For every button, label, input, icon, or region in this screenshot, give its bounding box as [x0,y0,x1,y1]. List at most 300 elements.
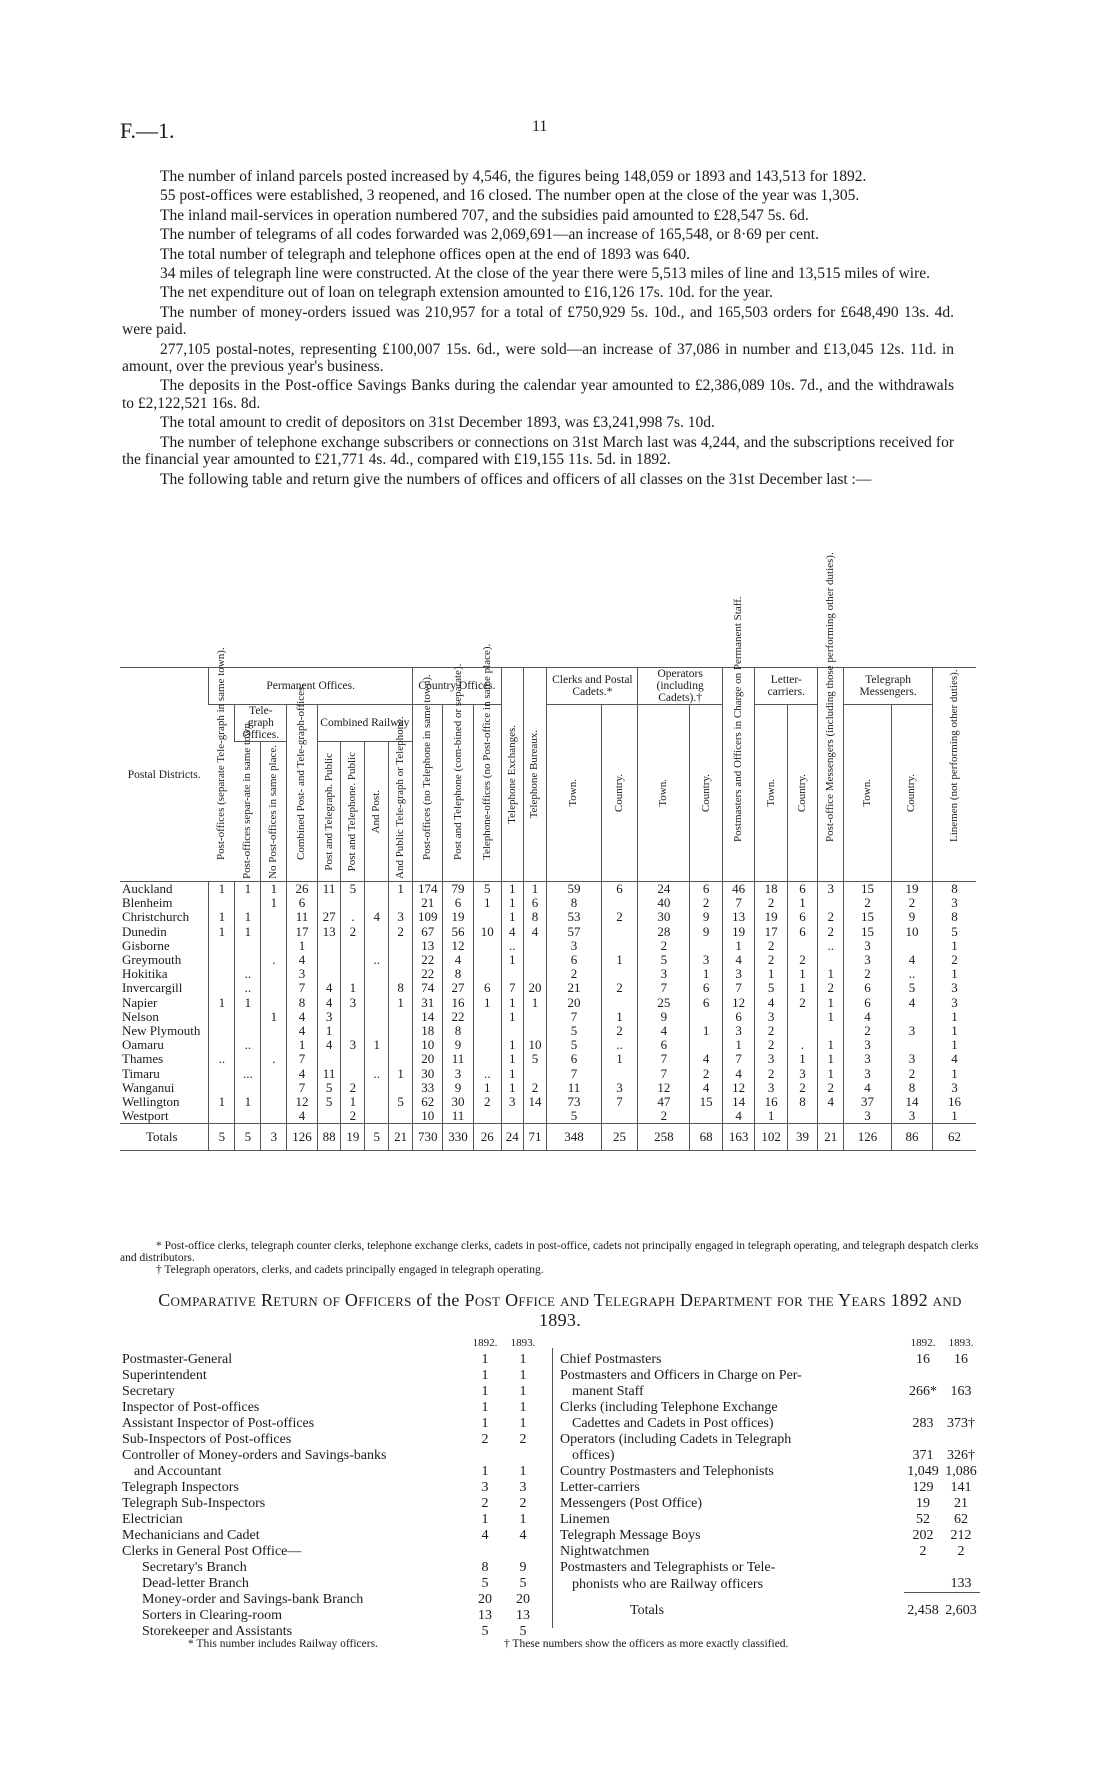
table-cell: 1 [235,1095,261,1109]
district-name: Blenheim [122,895,173,911]
count-1892: 1 [481,1400,489,1415]
comparative-row [560,1416,980,1432]
count-1892: 20 [478,1592,492,1607]
table-cell: 9 [638,1010,690,1024]
table-cell: 2 [844,896,892,910]
table-row [120,1024,976,1038]
officer-label: Postmaster-General [122,1352,233,1367]
count-1893: 9 [519,1560,527,1575]
table-cell [389,1024,413,1038]
table-cell: 4 [317,981,341,995]
table-cell: 10 [413,1038,443,1052]
table-cell: 10 [891,925,932,939]
table-cell: 1 [818,967,844,981]
table-cell: 174 [413,882,443,897]
count-1892: 371 [912,1448,934,1463]
table-cell: 2 [755,1038,788,1052]
district-name: Thames [122,1051,164,1067]
totals-row [120,1124,976,1151]
table-cell: 6 [690,996,723,1010]
officer-label: Messengers (Post Office) [560,1496,703,1511]
table-cell: 2 [341,1109,365,1124]
permanent-offices-header: Permanent Offices. [209,668,413,705]
table-cell: 1 [523,996,547,1010]
table-cell: 3 [389,910,413,924]
table-cell: 4 [287,1067,317,1081]
table-cell: 8 [547,896,601,910]
table-cell: 15 [690,1095,723,1109]
table-cell: 5 [341,882,365,897]
table-row [120,996,976,1010]
table-cell: 1 [933,967,976,981]
table-cell: 67 [413,925,443,939]
table-cell: 5 [473,882,501,897]
count-1893: 2 [519,1496,527,1511]
table-cell: 17 [287,925,317,939]
table-cell: 4 [365,910,389,924]
letter-carriers-header: Letter-carriers. [755,668,818,705]
count-1893: 373† [947,1416,975,1431]
district-name: Napier [122,994,158,1010]
count-1893: 1 [519,1384,527,1399]
total-cell: 88 [317,1124,341,1151]
table-cell: 1 [787,1052,817,1066]
table-cell: 25 [638,996,690,1010]
table-cell [365,981,389,995]
table-cell: 1 [787,981,817,995]
table-cell: 13 [413,939,443,953]
table-cell: 4 [891,996,932,1010]
total-cell: 126 [287,1124,317,1151]
comparative-row [122,1496,542,1512]
table-cell: 8 [287,996,317,1010]
table-cell: 15 [844,925,892,939]
table-cell [389,953,413,967]
total-cell: 5 [235,1124,261,1151]
table-cell: 1 [933,939,976,953]
comparative-row [560,1448,980,1464]
table-cell: 3 [755,1052,788,1066]
table-cell [365,925,389,939]
table-cell: 1 [787,896,817,910]
table-cell: 3 [722,1024,755,1038]
table-cell: 1 [787,967,817,981]
table-cell [473,1038,501,1052]
table-cell: 5 [891,981,932,995]
table-cell [389,896,413,910]
count-1892: 1 [481,1384,489,1399]
count-1893: 2 [957,1544,965,1559]
table-cell: 1 [755,967,788,981]
table-cell [261,1095,287,1109]
table-cell: 12 [287,1095,317,1109]
district-name: Greymouth [122,952,182,968]
table-cell: 4 [755,996,788,1010]
table-cell: 12 [638,1081,690,1095]
district-name: Timaru [122,1065,160,1081]
col-header-rail-telegraph: Post and Telegraph. Public [317,742,341,882]
count-1892 [904,1576,942,1593]
table-cell: .. [891,967,932,981]
officer-label: Clerks in General Post Office— [122,1544,302,1559]
table-cell: 2 [690,1067,723,1081]
table-cell: 5 [638,953,690,967]
count-1892: 5 [481,1624,489,1639]
table-cell: 22 [413,953,443,967]
table-cell: 79 [443,882,473,897]
table-cell: 2 [473,1095,501,1109]
officer-label: Telegraph Message Boys [560,1528,701,1543]
count-1893: 141 [950,1480,972,1495]
table-row [120,1109,976,1124]
table-cell: 27 [443,981,473,995]
total-1892: 2,458 [904,1593,942,1620]
count-1892: 2 [481,1432,489,1447]
total-cell: 19 [341,1124,365,1151]
count-1892 [904,1432,942,1448]
table-cell [891,1038,932,1052]
table-cell: 1 [389,1067,413,1081]
col-header-po-separate: Post-offices (separate Tele-graph in same town). [209,705,235,882]
table-cell: 7 [722,1052,755,1066]
table-cell: 7 [601,1095,638,1109]
col-header-clerks-country: Country. [601,705,638,882]
table-cell [235,1081,261,1095]
table-cell [818,953,844,967]
table-cell [389,1038,413,1052]
comparative-totals-row [560,1593,980,1620]
table-cell: 11 [547,1081,601,1095]
comparative-row [122,1544,542,1560]
table-cell: 1 [287,939,317,953]
count-1892: 1 [481,1512,489,1527]
table-cell: 1 [501,910,523,924]
count-1892: 5 [481,1576,489,1591]
officer-label: Telegraph Inspectors [122,1480,239,1495]
table-cell: 2 [755,939,788,953]
table-cell [365,939,389,953]
comparative-row [122,1560,542,1576]
district-name: Hokitika [122,966,168,982]
table-cell: 9 [690,910,723,924]
col-header-combined: Combined Post- and Tele-graph-offices. [287,705,317,882]
table-cell [389,1081,413,1095]
table-cell: 3 [787,1067,817,1081]
table-cell: 11 [443,1109,473,1124]
table-cell: 1 [818,1052,844,1066]
table-cell [365,1109,389,1124]
table-cell: 7 [722,981,755,995]
table-cell: 3 [844,1052,892,1066]
count-1892: 1 [481,1352,489,1367]
district-name: Gisborne [122,937,170,953]
table-cell [523,1024,547,1038]
comparative-row [122,1400,542,1416]
table-cell: 1 [690,967,723,981]
table-cell: 21 [547,981,601,995]
table-cell: 3 [818,882,844,897]
table-cell: 3 [891,1109,932,1124]
table-cell: 2 [755,1024,788,1038]
paragraph: The total amount to credit of depositors on 31st December 1893, was £3,241,998 7s. 10d. [160,414,715,432]
table-cell: 3 [844,953,892,967]
table-cell: 2 [755,1067,788,1081]
comparative-row [560,1496,980,1512]
table-row [120,896,976,910]
district-name: Wellington [122,1094,180,1110]
count-1892: 129 [912,1480,934,1495]
table-cell: 4 [287,953,317,967]
table-cell [341,939,365,953]
comparative-row [122,1368,542,1384]
table-cell: 6 [722,1010,755,1024]
table-cell [365,1024,389,1038]
table-cell: 6 [473,981,501,995]
count-1893: 5 [519,1576,527,1591]
table-cell [261,1109,287,1124]
table-cell: 59 [547,882,601,897]
officer-label: Cadettes and Cadets in Post offices) [572,1416,774,1431]
clerks-header: Clerks and Postal Cadets.* [547,668,638,705]
total-cell: 24 [501,1124,523,1151]
comparative-row [560,1384,980,1400]
table-cell [235,953,261,967]
table-cell: 2 [933,953,976,967]
table-cell: 1 [501,1081,523,1095]
total-cell: 68 [690,1124,723,1151]
table-row [120,1095,976,1109]
table-cell [891,1010,932,1024]
table-cell: 16 [933,1095,976,1109]
count-1893: 1 [519,1352,527,1367]
table-cell: 2 [523,1081,547,1095]
table-cell [341,1010,365,1024]
table-cell [341,1052,365,1066]
table-cell [818,1024,844,1038]
table-cell: 1 [209,925,235,939]
table-cell: 1 [341,981,365,995]
table-cell: 5 [547,1109,601,1124]
table-cell [601,896,638,910]
table-cell: 3 [844,939,892,953]
comparative-row [560,1464,980,1480]
table-cell [235,896,261,910]
comparative-row [560,1544,980,1560]
table-cell [473,1010,501,1024]
table-cell: 47 [638,1095,690,1109]
table-cell [209,1024,235,1038]
table-cell: 19 [891,882,932,897]
table-cell: 1 [287,1038,317,1052]
total-cell: 163 [722,1124,755,1151]
table-cell: 56 [443,925,473,939]
table-cell: 1 [501,1010,523,1024]
count-1893: 62 [954,1512,968,1527]
table-cell: 7 [638,981,690,995]
officer-label: Dead-letter Branch [142,1576,249,1591]
table-cell: 2 [341,1081,365,1095]
table-cell: 62 [413,1095,443,1109]
table-cell: 7 [501,981,523,995]
table-cell: 8 [933,882,976,897]
district-name: Auckland [122,881,173,896]
table-cell: 15 [844,882,892,897]
table-cell: 1 [933,1024,976,1038]
count-1893: 2 [519,1432,527,1447]
table-cell: 1 [501,882,523,897]
paragraph: The number of money-orders issued was 210,957 for a total of £750,929 5s. 10d., and 165,503 orders for £648,490 13s. 4d. were paid. [122,303,954,339]
table-cell: 8 [523,910,547,924]
table-cell [209,967,235,981]
table-cell: 27 [317,910,341,924]
table-cell: 5 [547,1038,601,1052]
table-cell [690,1038,723,1052]
comparative-left: 1892. 1893. Postmaster-General 1 1 Superintendent 1 1 Secretary 1 1 Inspector of Post-offices 1 1 Assistant Inspector of Post-offices 1 1 Sub-Inspectors of Post-offices 2 2 Controller of Money-orders and Savings-banks and Accountant 1 1 Telegraph Inspectors 3 3 Telegraph Sub-Inspectors 2 2 Electrician 1 1 Mechanicians and Cadet 4 4 Clerks in General Post Office— Secretary's Branch 8 9 Dead-letter Branch 5 5 Money-order and Savings-bank Branch 20 20 Sorters in Clearing-room 13 13 Storekeeper and Assistants 5 5 [122,1334,542,1640]
col-header-rail-public: And Public Tele-graph or Telephone. [389,742,413,882]
table-cell: 4 [844,1010,892,1024]
table-cell: 2 [818,925,844,939]
district-name: New Plymouth [122,1023,201,1039]
paragraph: The total number of telegraph and telephone offices open at the end of 1893 was 640. [160,245,690,263]
messengers-header: Telegraph Messengers. [844,668,933,705]
operators-header: Operators (including Cadets).† [638,668,723,705]
count-1892 [904,1560,942,1576]
table-cell: 6 [844,996,892,1010]
count-1893 [504,1448,542,1464]
table-cell: . [787,1038,817,1052]
table-cell [317,1109,341,1124]
table-cell [261,939,287,953]
table-cell: 19 [443,910,473,924]
comparative-row [122,1416,542,1432]
table-cell [473,939,501,953]
officer-label: Assistant Inspector of Post-offices [122,1416,315,1431]
count-1893 [504,1544,542,1560]
table-cell: .. [365,953,389,967]
count-1893: 1 [519,1416,527,1431]
table-cell: .. [501,939,523,953]
table-cell: 1 [389,996,413,1010]
page-reference: F.—1. [120,118,175,143]
table-cell: 33 [413,1081,443,1095]
total-cell: 26 [473,1124,501,1151]
table-cell: 1 [209,996,235,1010]
comparative-row [122,1448,542,1464]
table-cell [261,910,287,924]
footnote-operators: † Telegraph operators, clerks, and cadets principally engaged in telegraph operating. [156,1264,544,1276]
officer-label: Letter-carriers [560,1480,640,1495]
officer-label: manent Staff [572,1384,644,1399]
table-cell: 31 [413,996,443,1010]
count-1892: 3 [481,1480,489,1495]
table-row [120,939,976,953]
table-cell [341,896,365,910]
table-cell: 5 [389,1095,413,1109]
comparative-row [560,1400,980,1416]
table-cell [389,1010,413,1024]
paragraph: The number of telegrams of all codes forwarded was 2,069,691—an increase of 165,548, or 8·69 per cent. [160,226,819,244]
col-header-postmasters: Postmasters and Officers in Charge on Permanent Staff. [722,668,755,882]
col-header-country-po: Post-offices (no Telephone in same town). [413,705,443,882]
table-cell: 5 [755,981,788,995]
table-cell: 1 [317,1024,341,1038]
col-header-exchanges: Telephone Exchanges. [501,668,523,882]
table-cell: 12 [443,939,473,953]
table-row [120,910,976,924]
total-cell: 25 [601,1124,638,1151]
count-1893 [942,1432,980,1448]
table-cell [473,967,501,981]
table-cell [473,910,501,924]
table-cell [365,1081,389,1095]
table-cell: . [261,953,287,967]
count-1893: 16 [954,1352,968,1367]
table-cell: 7 [547,1067,601,1081]
table-cell: 14 [523,1095,547,1109]
table-row [120,1067,976,1081]
table-cell: 4 [287,1010,317,1024]
offices-table [120,551,976,1151]
col-header-country-tel: Telephone-offices (no Post-office in same place). [473,705,501,882]
table-cell: 4 [317,1038,341,1052]
table-cell: 7 [287,1052,317,1066]
count-1892: 1 [481,1416,489,1431]
table-cell: 9 [891,910,932,924]
count-1892: 19 [916,1496,930,1511]
officer-label: Postmasters and Officers in Charge on Per- [560,1368,802,1383]
table-cell [235,1109,261,1124]
table-cell [209,1109,235,1124]
count-1893: 1 [519,1400,527,1415]
footnote-clerks: * Post-office clerks, telegraph counter clerks, telephone exchange clerks, cadets in post-office, cadets not principally engaged in telegraph operating, and telegraph despatch clerks and distributors. [120,1240,979,1264]
table-cell: 1 [601,1010,638,1024]
count-1892: 2 [919,1544,927,1559]
table-cell: 9 [443,1038,473,1052]
count-1893: 133 [950,1576,972,1591]
officer-label: Secretary [122,1384,175,1399]
table-cell [235,939,261,953]
officer-label: Money-order and Savings-bank Branch [142,1592,364,1607]
table-cell [601,1109,638,1124]
table-cell: 1 [818,1010,844,1024]
table-cell: 6 [638,1038,690,1052]
table-row [120,1010,976,1024]
table-cell [365,1095,389,1109]
table-cell: .. [473,1067,501,1081]
table-cell: 2 [690,896,723,910]
table-cell: 22 [443,1010,473,1024]
officer-label: Controller of Money-orders and Savings-banks [122,1448,387,1463]
table-cell: 4 [523,925,547,939]
paragraph: The number of inland parcels posted increased by 4,546, the figures being 148,059 or 1893 and 143,513 for 1892. [160,168,867,185]
comparative-row [560,1368,980,1384]
country-offices-header: Country Offices. [413,668,502,705]
table-cell: 2 [818,981,844,995]
table-cell: 3 [341,1038,365,1052]
body-text [122,168,954,490]
table-cell: 1 [818,1067,844,1081]
comparative-row [122,1528,542,1544]
table-cell [787,1024,817,1038]
count-1893 [942,1560,980,1576]
table-cell: .. [601,1038,638,1052]
comparative-row [122,1480,542,1496]
comparative-totals-label: Totals [630,1603,665,1618]
table-cell: 1 [341,1095,365,1109]
table-cell: 7 [722,896,755,910]
district-name: Christchurch [122,909,190,925]
table-cell: 16 [755,1095,788,1109]
